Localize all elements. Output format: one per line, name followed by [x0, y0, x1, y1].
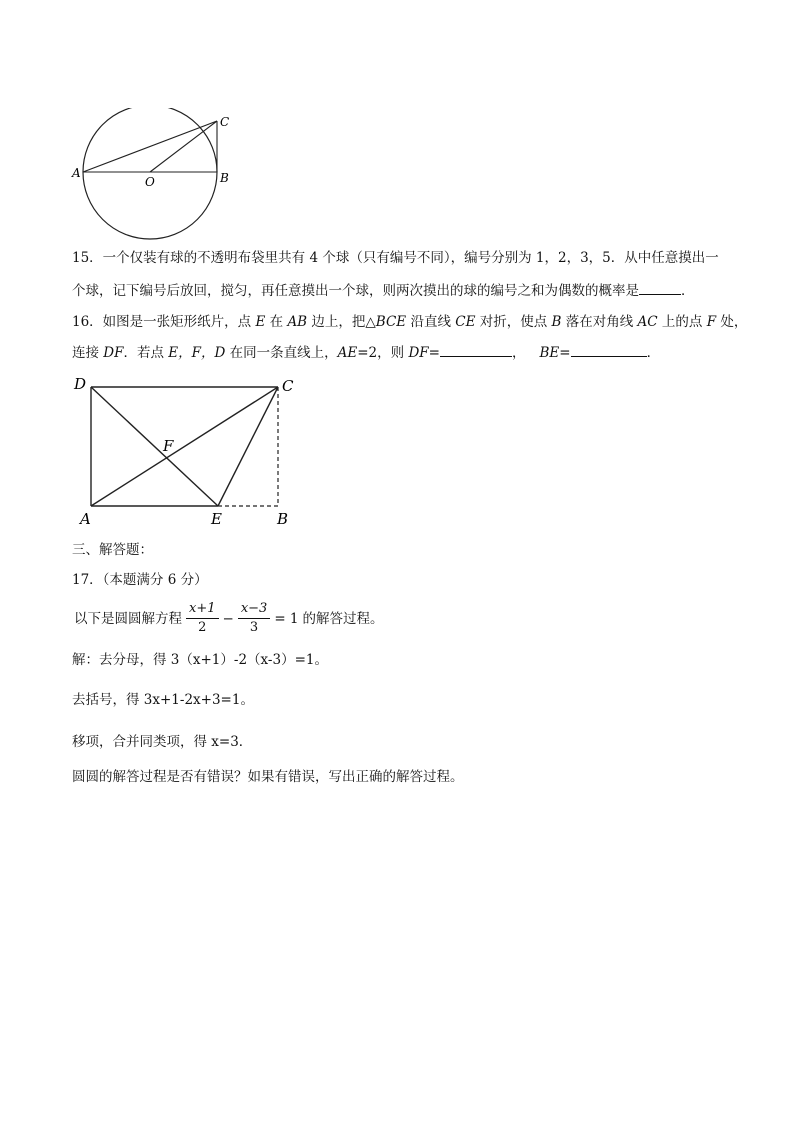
q16-text: 处， [716, 314, 748, 330]
q16-text: ． [646, 345, 661, 361]
diagonal-ac [91, 387, 278, 506]
q17-question [72, 767, 464, 787]
q15-text1: 15．一个仅装有球的不透明布袋里共有 4 个球（只有编号不同），编号分别为 1，2，3，5．从中任意摸出一 [72, 250, 719, 266]
q17-intro-end: 的解答过程。 [302, 610, 384, 627]
q16-text: 上的点 [657, 314, 707, 330]
q16-var: AB [287, 314, 308, 330]
label-a2: A [80, 510, 91, 528]
q16-var: F [706, 314, 717, 330]
q16-var: AC [637, 314, 658, 330]
q16-df-blank[interactable] [440, 342, 512, 357]
q16-var: DF [408, 345, 429, 361]
q16-text: =2，则 [357, 345, 409, 361]
fraction-1-numerator: x+1 [186, 600, 219, 619]
segment-ac [83, 121, 217, 172]
rectangle-figure [70, 372, 300, 532]
q15-end: ． [681, 283, 695, 299]
label-f: F [163, 437, 174, 455]
q16-text: = [428, 345, 440, 361]
q16-text: 边上，把△ [307, 314, 376, 330]
q17-intro-text: 以下是圆圆解方程 [74, 610, 182, 627]
q15-answer-blank[interactable] [639, 280, 681, 295]
q17-intro [72, 598, 386, 639]
q16-be-blank[interactable] [571, 342, 647, 357]
segment-oc [150, 121, 217, 172]
q16-text: 连接 [72, 345, 104, 361]
label-e: E [211, 510, 222, 528]
label-d: D [74, 375, 87, 393]
q16-text: 落在对角线 [561, 314, 638, 330]
section-title-text: 三、解答题： [72, 542, 153, 558]
q16-text: = [559, 345, 571, 361]
q16-line1 [72, 312, 747, 332]
segment-ce [218, 387, 278, 506]
equals-one: = 1 [274, 610, 299, 627]
fraction-2 [238, 600, 271, 637]
question-text: 圆圆的解答过程是否有错误？如果有错误，写出正确的解答过程。 [72, 769, 464, 785]
q15-line2 [72, 280, 695, 301]
label-b: B [220, 171, 229, 185]
q16-var: BE [539, 345, 560, 361]
q17-step2 [72, 690, 254, 710]
q16-var: E，F，D [168, 345, 226, 361]
q16-text: 在 [265, 314, 288, 330]
q17-header-text: 17．（本题满分 6 分） [72, 572, 208, 588]
q15-line1 [72, 248, 719, 268]
step2-text: 去括号，得 3x+1-2x+3=1。 [72, 692, 254, 708]
label-c2: C [282, 377, 294, 395]
label-o: O [145, 175, 155, 189]
q17-header [72, 570, 208, 590]
minus-sign: − [222, 610, 234, 627]
q16-text: 对折，使点 [475, 314, 552, 330]
q16-line2 [72, 342, 660, 363]
step3-text: 移项，合并同类项，得 x=3． [72, 734, 253, 750]
circle-figure [66, 108, 246, 240]
q16-var: B [551, 314, 562, 330]
q16-var: E [255, 314, 266, 330]
label-c: C [220, 115, 230, 129]
section-title [72, 540, 153, 560]
fraction-1 [186, 600, 219, 637]
q16-text: ．若点 [123, 345, 169, 361]
q16-text: 沿直线 [406, 314, 456, 330]
label-b2: B [277, 510, 289, 528]
label-a: A [72, 166, 81, 180]
fraction-1-denominator: 2 [198, 620, 207, 635]
q16-var: DF [103, 345, 124, 361]
segment-de [91, 387, 218, 506]
q17-step1 [72, 650, 328, 670]
fraction-2-numerator: x−3 [238, 600, 271, 619]
circle-o [83, 108, 217, 239]
q16-var: AE [337, 345, 358, 361]
q16-var: CE [455, 314, 476, 330]
q16-text: 在同一条直线上， [225, 345, 338, 361]
q16-text: 16．如图是一张矩形纸片，点 [72, 314, 256, 330]
q16-var: BCE [375, 314, 407, 330]
q16-text: ， [511, 345, 526, 361]
q15-text2: 个球，记下编号后放回，搅匀，再任意摸出一个球，则两次摸出的球的编号之和为偶数的概率是 [72, 283, 639, 299]
fraction-2-denominator: 3 [249, 620, 259, 635]
step1-text: 解：去分母，得 3（x+1）-2（x-3）=1。 [72, 652, 328, 668]
q17-step3 [72, 732, 252, 752]
